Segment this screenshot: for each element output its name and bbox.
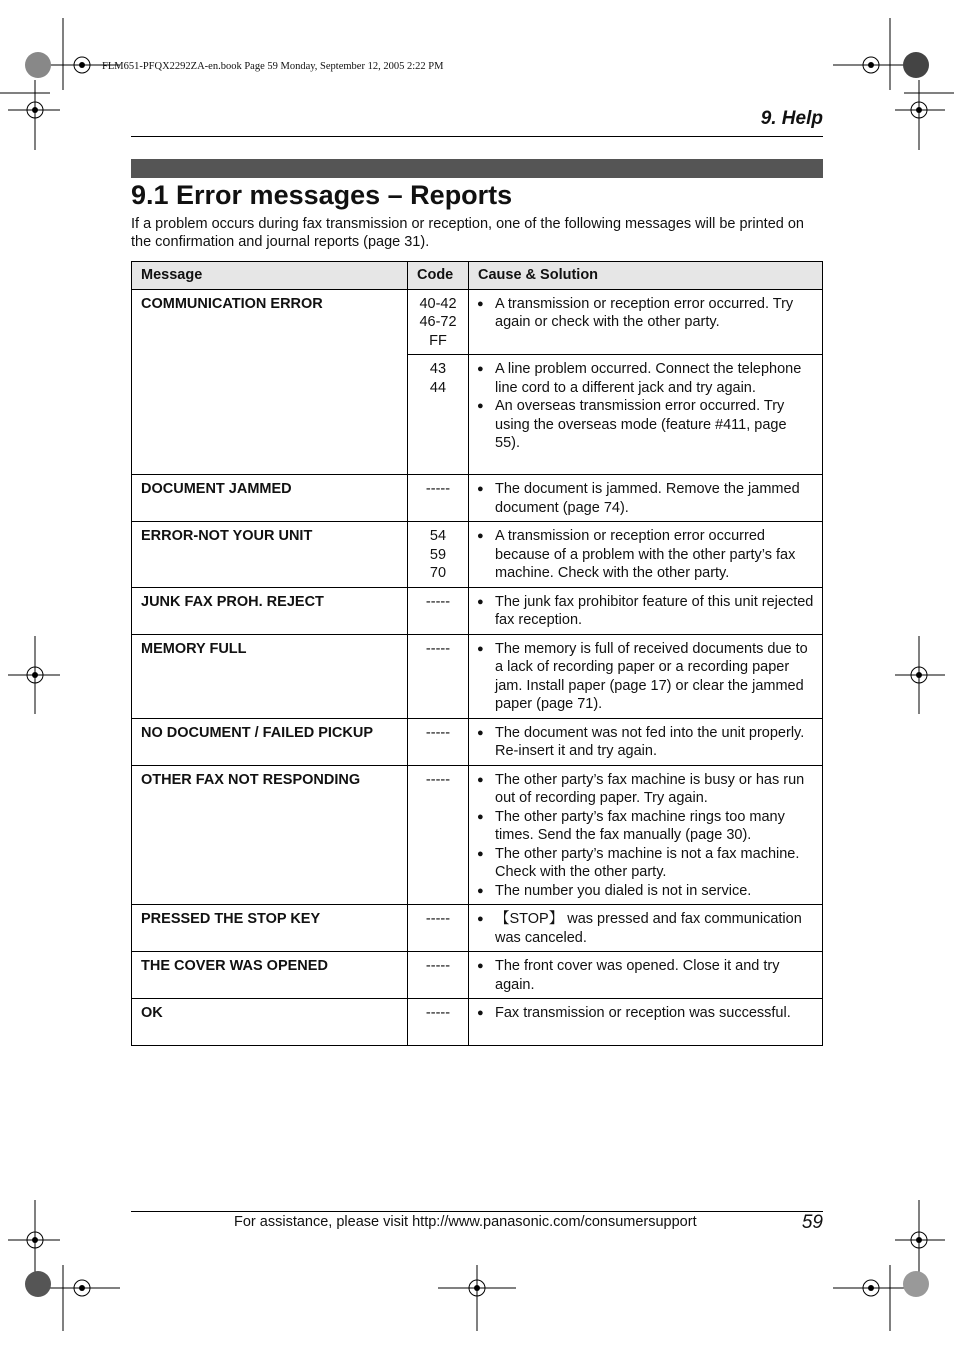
table-row bbox=[132, 634, 823, 718]
code-cell: ----- bbox=[408, 475, 469, 522]
code-cell: ----- bbox=[408, 587, 469, 634]
cause-text: An overseas transmission error occurred. Try using the overseas mode (feature #411, page 55). bbox=[495, 398, 787, 451]
table-row bbox=[132, 765, 823, 905]
bullet-icon: ● bbox=[477, 595, 484, 608]
cause-text: A transmission or reception error occurred because of a problem with the other party’s fax machine. Check with the other party. bbox=[495, 528, 796, 581]
cause-bullet bbox=[477, 527, 814, 583]
cause-cell bbox=[469, 765, 823, 905]
cause-text: The front cover was opened. Close it and try again. bbox=[495, 958, 780, 993]
cause-cell bbox=[469, 522, 823, 588]
table-row bbox=[132, 475, 823, 522]
error-messages-table bbox=[131, 261, 823, 1046]
assistance-text: For assistance, please visit http://www.panasonic.com/consumersupport bbox=[234, 1214, 697, 1230]
chapter-heading: 9. Help bbox=[760, 108, 823, 129]
cause-bullet bbox=[477, 480, 814, 517]
message-cell: OK bbox=[132, 999, 408, 1046]
message-cell: ERROR-NOT YOUR UNIT bbox=[132, 522, 408, 588]
cause-text: Fax transmission or reception was successful. bbox=[495, 1005, 791, 1021]
bullet-icon: ● bbox=[477, 363, 484, 375]
cause-bullet bbox=[477, 1004, 814, 1023]
table-header-row bbox=[132, 262, 823, 290]
cause-bullet bbox=[477, 845, 814, 882]
cause-text: 【STOP】 was pressed and fax communication was canceled. bbox=[495, 911, 802, 946]
table-row bbox=[132, 999, 823, 1046]
cause-cell bbox=[469, 952, 823, 999]
code-cell: ----- bbox=[408, 952, 469, 999]
cause-text: The other party’s machine is not a fax machine. Check with the other party. bbox=[495, 845, 800, 880]
cause-bullet bbox=[477, 808, 814, 845]
cause-cell bbox=[469, 587, 823, 634]
code-cell: 43 44 bbox=[408, 355, 469, 475]
footer-rule bbox=[131, 1211, 823, 1212]
message-cell: PRESSED THE STOP KEY bbox=[132, 905, 408, 952]
cause-bullet bbox=[477, 593, 814, 630]
bullet-icon: ● bbox=[477, 726, 484, 739]
code-cell: ----- bbox=[408, 634, 469, 718]
bullet-icon: ● bbox=[477, 960, 484, 972]
cause-bullet bbox=[477, 295, 814, 332]
bullet-icon: ● bbox=[477, 530, 484, 542]
bullet-icon: ● bbox=[477, 810, 484, 823]
cause-bullet bbox=[477, 957, 814, 994]
cause-text: The document was not fed into the unit properly. Re-insert it and try again. bbox=[495, 724, 805, 759]
intro-text: If a problem occurs during fax transmission or reception, one of the following messages will be printed on the confirmation and journal reports (page 31). bbox=[131, 216, 804, 250]
bullet-icon: ● bbox=[477, 297, 484, 310]
cause-cell bbox=[469, 718, 823, 765]
cause-text: A transmission or reception error occurred. Try again or check with the other party. bbox=[495, 295, 794, 330]
table-row bbox=[132, 289, 823, 355]
cause-bullet bbox=[477, 910, 814, 947]
cause-bullet bbox=[477, 724, 814, 761]
header-code: Code bbox=[408, 262, 469, 290]
code-cell: ----- bbox=[408, 718, 469, 765]
cause-text: The other party’s fax machine is busy or has run out of recording paper. Try again. bbox=[495, 771, 805, 806]
cause-text: The memory is full of received documents due to a lack of recording paper or a recording paper jam. Install paper (page 17) or clear the jammed paper (page 71). bbox=[495, 640, 808, 712]
cause-cell bbox=[469, 905, 823, 952]
cause-cell bbox=[469, 289, 823, 355]
section-bar bbox=[131, 159, 823, 178]
cause-bullet bbox=[477, 360, 814, 397]
bullet-icon: ● bbox=[477, 1007, 484, 1019]
cause-bullet bbox=[477, 771, 814, 808]
message-cell: THE COVER WAS OPENED bbox=[132, 952, 408, 999]
table-row bbox=[132, 522, 823, 588]
cause-text: The number you dialed is not in service. bbox=[495, 882, 752, 899]
cause-bullet bbox=[477, 397, 814, 453]
table-row bbox=[132, 952, 823, 999]
cause-cell bbox=[469, 475, 823, 522]
cause-cell bbox=[469, 634, 823, 718]
table-row bbox=[132, 587, 823, 634]
cause-text: A line problem occurred. Connect the telephone line cord to a different jack and try again. bbox=[495, 361, 802, 396]
header-message: Message bbox=[132, 262, 408, 290]
bullet-icon: ● bbox=[477, 400, 484, 412]
bullet-icon: ● bbox=[477, 642, 484, 655]
bullet-icon: ● bbox=[477, 847, 484, 860]
message-cell: JUNK FAX PROH. REJECT bbox=[132, 587, 408, 634]
bullet-icon: ● bbox=[477, 913, 484, 925]
message-cell: DOCUMENT JAMMED bbox=[132, 475, 408, 522]
bullet-icon: ● bbox=[477, 773, 484, 786]
message-cell: MEMORY FULL bbox=[132, 634, 408, 718]
header-rule bbox=[131, 136, 823, 137]
message-cell: NO DOCUMENT / FAILED PICKUP bbox=[132, 718, 408, 765]
code-cell: ----- bbox=[408, 999, 469, 1046]
book-file-info: FLM651-PFQX2292ZA-en.book Page 59 Monday, September 12, 2005 2:22 PM bbox=[102, 61, 444, 72]
message-cell: OTHER FAX NOT RESPONDING bbox=[132, 765, 408, 905]
code-cell: ----- bbox=[408, 905, 469, 952]
code-cell: ----- bbox=[408, 765, 469, 905]
table-row bbox=[132, 718, 823, 765]
message-cell: COMMUNICATION ERROR bbox=[132, 289, 408, 475]
cause-bullet bbox=[477, 640, 814, 714]
table-row bbox=[132, 905, 823, 952]
cause-text: The other party’s fax machine rings too many times. Send the fax manually (page 30). bbox=[495, 808, 785, 843]
page-number: 59 bbox=[801, 1212, 823, 1233]
header-cause: Cause & Solution bbox=[469, 262, 823, 290]
cause-cell bbox=[469, 355, 823, 475]
page-title: 9.1 Error messages – Reports bbox=[131, 180, 513, 210]
cause-text: The junk fax prohibitor feature of this unit rejected fax reception. bbox=[495, 593, 814, 628]
code-cell: 40-42 46-72 FF bbox=[408, 289, 469, 355]
cause-cell bbox=[469, 999, 823, 1046]
bullet-icon: ● bbox=[477, 483, 484, 495]
bullet-icon: ● bbox=[477, 884, 484, 897]
cause-bullet bbox=[477, 882, 814, 901]
code-cell: 54 59 70 bbox=[408, 522, 469, 588]
cause-text: The document is jammed. Remove the jammed document (page 74). bbox=[495, 481, 800, 516]
